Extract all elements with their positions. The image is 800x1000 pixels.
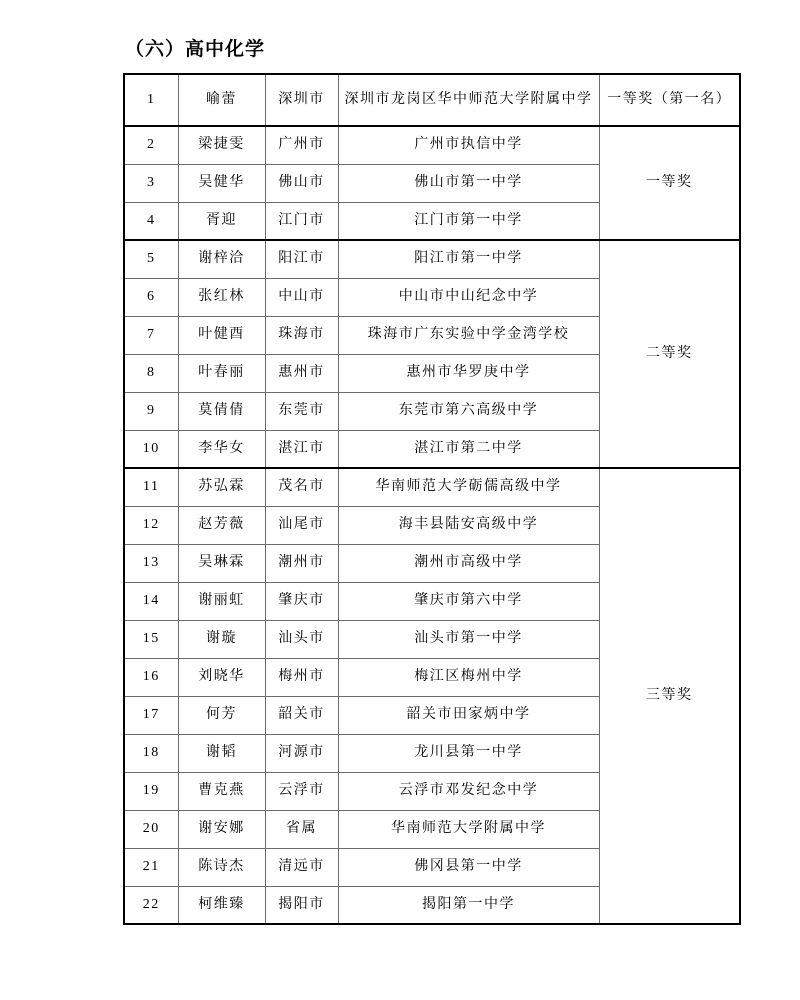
city-cell: 揭阳市 [265,886,338,924]
school-cell: 江门市第一中学 [338,202,599,240]
city-cell: 江门市 [265,202,338,240]
student-name-cell: 陈诗杰 [178,848,265,886]
school-cell: 潮州市高级中学 [338,544,599,582]
city-cell: 广州市 [265,126,338,164]
school-cell: 惠州市华罗庚中学 [338,354,599,392]
page-title: （六）高中化学 [125,39,266,60]
student-name-cell: 赵芳薇 [178,506,265,544]
row-number-cell: 3 [124,164,178,202]
award-cell: 三等奖 [599,468,740,924]
student-name-cell: 谢安娜 [178,810,265,848]
student-name-cell: 叶健酉 [178,316,265,354]
row-number-cell: 10 [124,430,178,468]
row-number-cell: 19 [124,772,178,810]
school-cell: 揭阳第一中学 [338,886,599,924]
row-number-cell: 4 [124,202,178,240]
student-name-cell: 刘晓华 [178,658,265,696]
student-name-cell: 苏弘霖 [178,468,265,506]
school-cell: 东莞市第六高级中学 [338,392,599,430]
row-number-cell: 6 [124,278,178,316]
city-cell: 中山市 [265,278,338,316]
school-cell: 云浮市邓发纪念中学 [338,772,599,810]
row-number-cell: 20 [124,810,178,848]
city-cell: 东莞市 [265,392,338,430]
student-name-cell: 曹克燕 [178,772,265,810]
school-cell: 中山市中山纪念中学 [338,278,599,316]
award-cell: 一等奖（第一名） [599,74,740,126]
student-name-cell: 吴健华 [178,164,265,202]
row-number-cell: 17 [124,696,178,734]
row-number-cell: 14 [124,582,178,620]
city-cell: 汕头市 [265,620,338,658]
student-name-cell: 谢韬 [178,734,265,772]
table-row [124,74,740,126]
student-name-cell: 柯维臻 [178,886,265,924]
student-name-cell: 李华女 [178,430,265,468]
city-cell: 肇庆市 [265,582,338,620]
row-number-cell: 5 [124,240,178,278]
school-cell: 深圳市龙岗区华中师范大学附属中学 [338,74,599,126]
school-cell: 广州市执信中学 [338,126,599,164]
school-cell: 佛山市第一中学 [338,164,599,202]
school-cell: 海丰县陆安高级中学 [338,506,599,544]
table-row [124,468,740,506]
table-row [124,240,740,278]
row-number-cell: 12 [124,506,178,544]
student-name-cell: 梁捷雯 [178,126,265,164]
student-name-cell: 何芳 [178,696,265,734]
city-cell: 阳江市 [265,240,338,278]
city-cell: 湛江市 [265,430,338,468]
row-number-cell: 18 [124,734,178,772]
city-cell: 汕尾市 [265,506,338,544]
city-cell: 云浮市 [265,772,338,810]
student-name-cell: 吴琳霖 [178,544,265,582]
row-number-cell: 15 [124,620,178,658]
city-cell: 潮州市 [265,544,338,582]
student-name-cell: 喻蕾 [178,74,265,126]
row-number-cell: 9 [124,392,178,430]
row-number-cell: 13 [124,544,178,582]
row-number-cell: 21 [124,848,178,886]
row-number-cell: 2 [124,126,178,164]
city-cell: 省属 [265,810,338,848]
city-cell: 珠海市 [265,316,338,354]
city-cell: 韶关市 [265,696,338,734]
award-cell: 二等奖 [599,240,740,468]
table-row [124,126,740,164]
student-name-cell: 谢璇 [178,620,265,658]
city-cell: 河源市 [265,734,338,772]
row-number-cell: 1 [124,74,178,126]
school-cell: 汕头市第一中学 [338,620,599,658]
school-cell: 华南师范大学附属中学 [338,810,599,848]
row-number-cell: 11 [124,468,178,506]
school-cell: 珠海市广东实验中学金湾学校 [338,316,599,354]
school-cell: 肇庆市第六中学 [338,582,599,620]
city-cell: 茂名市 [265,468,338,506]
student-name-cell: 谢梓洽 [178,240,265,278]
school-cell: 佛冈县第一中学 [338,848,599,886]
student-name-cell: 谢丽虹 [178,582,265,620]
school-cell: 韶关市田家炳中学 [338,696,599,734]
awards-table-body [124,74,740,924]
school-cell: 湛江市第二中学 [338,430,599,468]
student-name-cell: 张红林 [178,278,265,316]
school-cell: 龙川县第一中学 [338,734,599,772]
row-number-cell: 8 [124,354,178,392]
school-cell: 华南师范大学砺儒高级中学 [338,468,599,506]
school-cell: 梅江区梅州中学 [338,658,599,696]
row-number-cell: 7 [124,316,178,354]
city-cell: 惠州市 [265,354,338,392]
row-number-cell: 22 [124,886,178,924]
student-name-cell: 叶春丽 [178,354,265,392]
student-name-cell: 莫倩倩 [178,392,265,430]
school-cell: 阳江市第一中学 [338,240,599,278]
city-cell: 清远市 [265,848,338,886]
city-cell: 佛山市 [265,164,338,202]
row-number-cell: 16 [124,658,178,696]
award-cell: 一等奖 [599,126,740,240]
awards-table [123,73,741,925]
student-name-cell: 胥迎 [178,202,265,240]
city-cell: 梅州市 [265,658,338,696]
city-cell: 深圳市 [265,74,338,126]
